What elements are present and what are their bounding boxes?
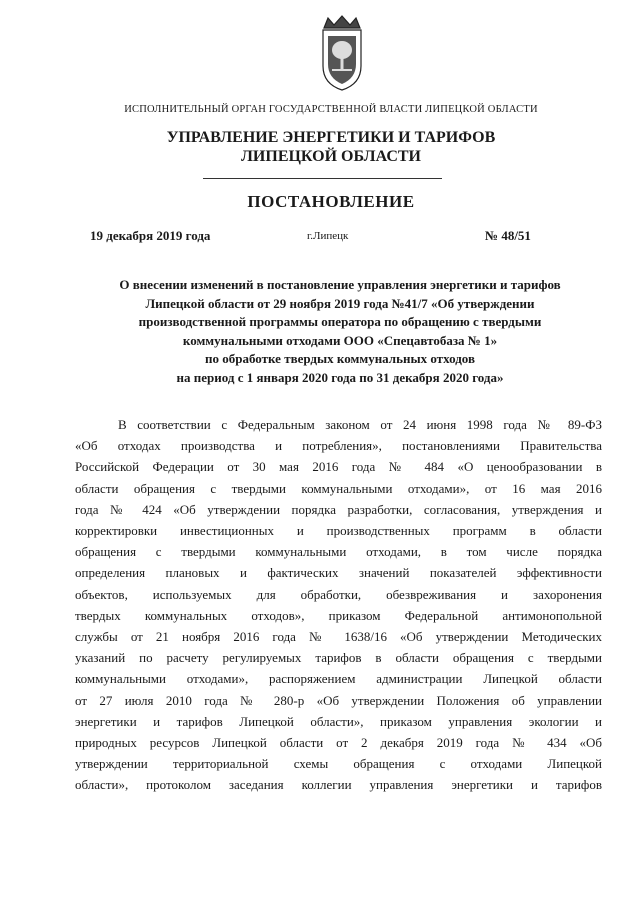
title-line: О внесении изменений в постановление управления энергетики и тарифов bbox=[119, 277, 561, 292]
title-line: коммунальными отходами ООО «Спецавтобаза № 1» bbox=[182, 332, 498, 348]
body-line: корректировки инвестиционных и производственных программ в области bbox=[75, 523, 602, 539]
body-line: службы от 21 ноября 2016 года № 1638/16 «Об утверждении Методических bbox=[75, 629, 602, 645]
body-line: «Об отходах производства и потребления», постановлениями Правительства bbox=[75, 438, 602, 454]
body-line: энергетики и тарифов Липецкой области», приказом управления экологии и bbox=[75, 713, 602, 729]
document-number: № 48/51 bbox=[485, 228, 531, 243]
body-line: обращения с твердыми коммунальными отходами, в том числе порядка bbox=[75, 544, 602, 560]
body-line: указаний по расчету регулируемых тарифов в области обращения с твердыми bbox=[75, 650, 602, 666]
header-divider bbox=[203, 178, 442, 179]
document-type: ПОСТАНОВЛЕНИЕ bbox=[247, 192, 415, 211]
body-line: области», протоколом заседания коллегии управления энергетики и тарифов bbox=[75, 777, 602, 793]
title-line: на период с 1 января 2020 года по 31 декабря 2020 года» bbox=[176, 369, 504, 385]
body-line: коммунальными отходами», распоряжением администрации Липецкой области bbox=[75, 671, 602, 687]
body-line: утверждении территориальной схемы обращения с отходами Липецкой bbox=[75, 756, 602, 772]
title-line: производственной программы оператора по обращению с твердыми bbox=[138, 314, 542, 329]
body-line: природных ресурсов Липецкой области от 2 декабря 2019 года № 434 «Об bbox=[75, 735, 602, 751]
body-line: от 27 июля 2010 года № 280-р «Об утверждении Положения об управлении bbox=[75, 692, 602, 708]
title-line: Липецкой области от 29 ноября 2019 года №41/7 «Об утверждении bbox=[145, 295, 535, 311]
body-line: В соответствии с Федеральным законом от 24 июня 1998 года № 89-ФЗ bbox=[118, 417, 602, 432]
issuing-authority: ИСПОЛНИТЕЛЬНЫЙ ОРГАН ГОСУДАРСТВЕННОЙ ВЛАСТИ ЛИПЕЦКОЙ ОБЛАСТИ bbox=[124, 104, 538, 115]
organization-name-line: УПРАВЛЕНИЕ ЭНЕРГЕТИКИ И ТАРИФОВ bbox=[166, 129, 496, 146]
organization-name bbox=[0, 128, 640, 166]
coat-of-arms-icon bbox=[318, 14, 366, 92]
title-line: по обработке твердых коммунальных отходов bbox=[205, 351, 475, 366]
body-line: определения плановых и фактических значений показателей эффективности bbox=[75, 565, 602, 581]
body-line: твердых коммунальных отходов», приказом Федеральной антимонопольной bbox=[75, 607, 602, 623]
document-place: г.Липецк bbox=[307, 230, 349, 242]
body-line: года № 424 «Об утверждении порядка разработки, согласования, утверждения и bbox=[75, 501, 602, 517]
body-line: объектов, используемых для обработки, обезвреживания и захоронения bbox=[75, 586, 602, 602]
body-line: Российской Федерации от 30 мая 2016 года № 484 «О ценообразовании в bbox=[75, 459, 602, 475]
document-title bbox=[70, 276, 610, 387]
body-line: области обращения с твердыми коммунальными отходами», от 16 мая 2016 bbox=[75, 480, 602, 496]
body-paragraph bbox=[75, 414, 602, 796]
organization-name-line: ЛИПЕЦКОЙ ОБЛАСТИ bbox=[241, 148, 421, 165]
document-date: 19 декабря 2019 года bbox=[90, 228, 211, 243]
